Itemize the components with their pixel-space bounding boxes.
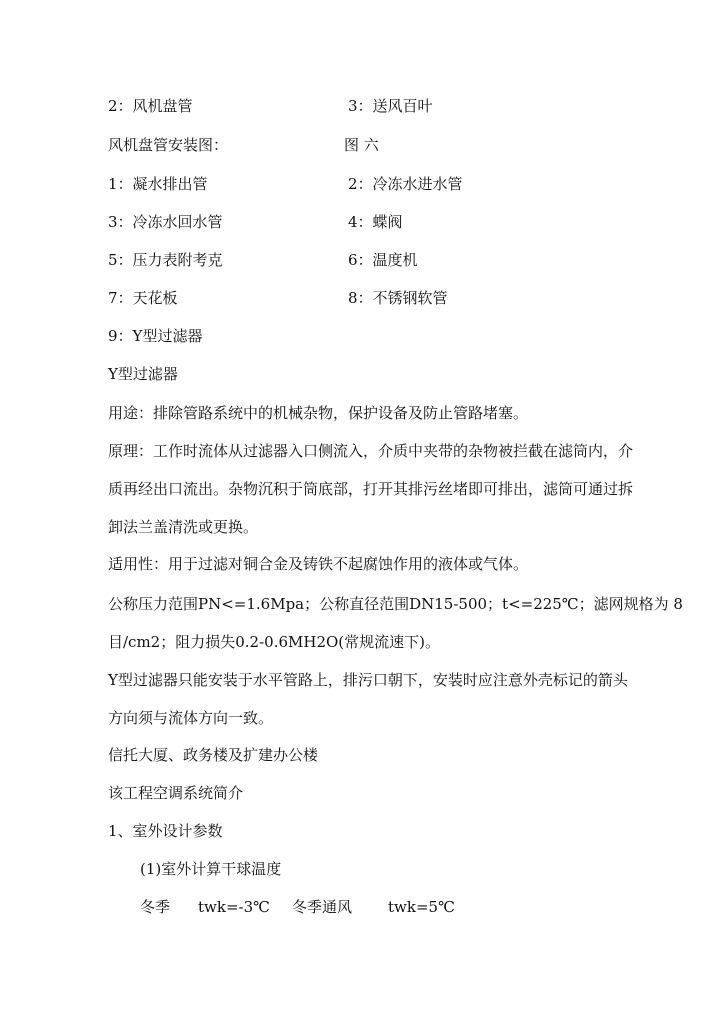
figure-number: 图 六 [344, 136, 379, 154]
item-stainless-hose: 8：不锈钢软管 [348, 289, 448, 307]
section-heading-y-strainer: Y型过滤器 [108, 365, 178, 383]
paragraph-principle-line-2: 质再经出口流出。杂物沉积于筒底部，打开其排污丝堵即可排出，滤筒可通过拆 [108, 480, 634, 498]
paragraph-install-line-1: Y型过滤器只能安装于水平管路上，排污口朝下，安装时应注意外壳标记的箭头 [108, 671, 628, 689]
paragraph-applicability: 适用性：用于过滤对铜合金及铸铁不起腐蚀作用的液体或气体。 [108, 555, 529, 573]
item-condensate-pipe: 1：凝水排出管 [108, 175, 208, 193]
row-items-1-2 [108, 175, 618, 193]
item-butterfly-valve: 4：蝶阀 [348, 213, 403, 231]
paragraph-usage: 用途：排除管路系统中的机械杂物，保护设备及防止管路堵塞。 [108, 404, 529, 422]
item-fan-coil: 2：风机盘管 [108, 97, 193, 115]
paragraph-spec-line-2: 目/cm2；阻力损失0.2-0.6MH2O(常规流速下)。 [108, 633, 440, 651]
item-chilled-supply-pipe: 2：冷冻水进水管 [348, 175, 463, 193]
row-items-3-4 [108, 213, 618, 231]
item-supply-louver: 3：送风百叶 [348, 97, 433, 115]
item-thermometer: 6：温度机 [348, 251, 418, 269]
row-items-7-8 [108, 289, 618, 307]
item-y-strainer: 9：Y型过滤器 [108, 327, 203, 345]
paragraph-install-line-2: 方向须与流体方向一致。 [108, 709, 274, 727]
system-intro-heading: 该工程空调系统简介 [108, 784, 244, 802]
item-chilled-return-pipe: 3：冷冻水回水管 [108, 213, 223, 231]
paragraph-spec-line-1: 公称压力范围PN<=1.6Mpa；公称直径范围DN15-500；t<=225℃；滤网规格为 8 [108, 595, 683, 613]
winter-value: twk=-3℃ [198, 898, 270, 916]
paragraph-principle-line-1: 原理：工作时流体从过滤器入口侧流入，介质中夹带的杂物被拦截在滤筒内，介 [108, 442, 634, 460]
row-fan-coil-louver [108, 97, 618, 115]
building-title: 信托大厦、政务楼及扩建办公楼 [108, 746, 319, 764]
row-items-5-6 [108, 251, 618, 269]
item-pressure-gauge-cock: 5：压力表附考克 [108, 251, 223, 269]
winter-label: 冬季 [140, 898, 171, 916]
section-outdoor-design-params: 1、室外设计参数 [108, 822, 223, 840]
paragraph-principle-line-3: 卸法兰盖清洗或更换。 [108, 518, 259, 536]
winter-ventilation-label: 冬季通风 [292, 898, 353, 916]
subsection-dry-bulb-temp: (1)室外计算干球温度 [140, 860, 282, 878]
row-install-figure [108, 136, 618, 154]
winter-ventilation-value: twk=5℃ [388, 898, 455, 916]
install-diagram-caption: 风机盘管安装图： [108, 136, 229, 154]
item-ceiling: 7：天花板 [108, 289, 178, 307]
